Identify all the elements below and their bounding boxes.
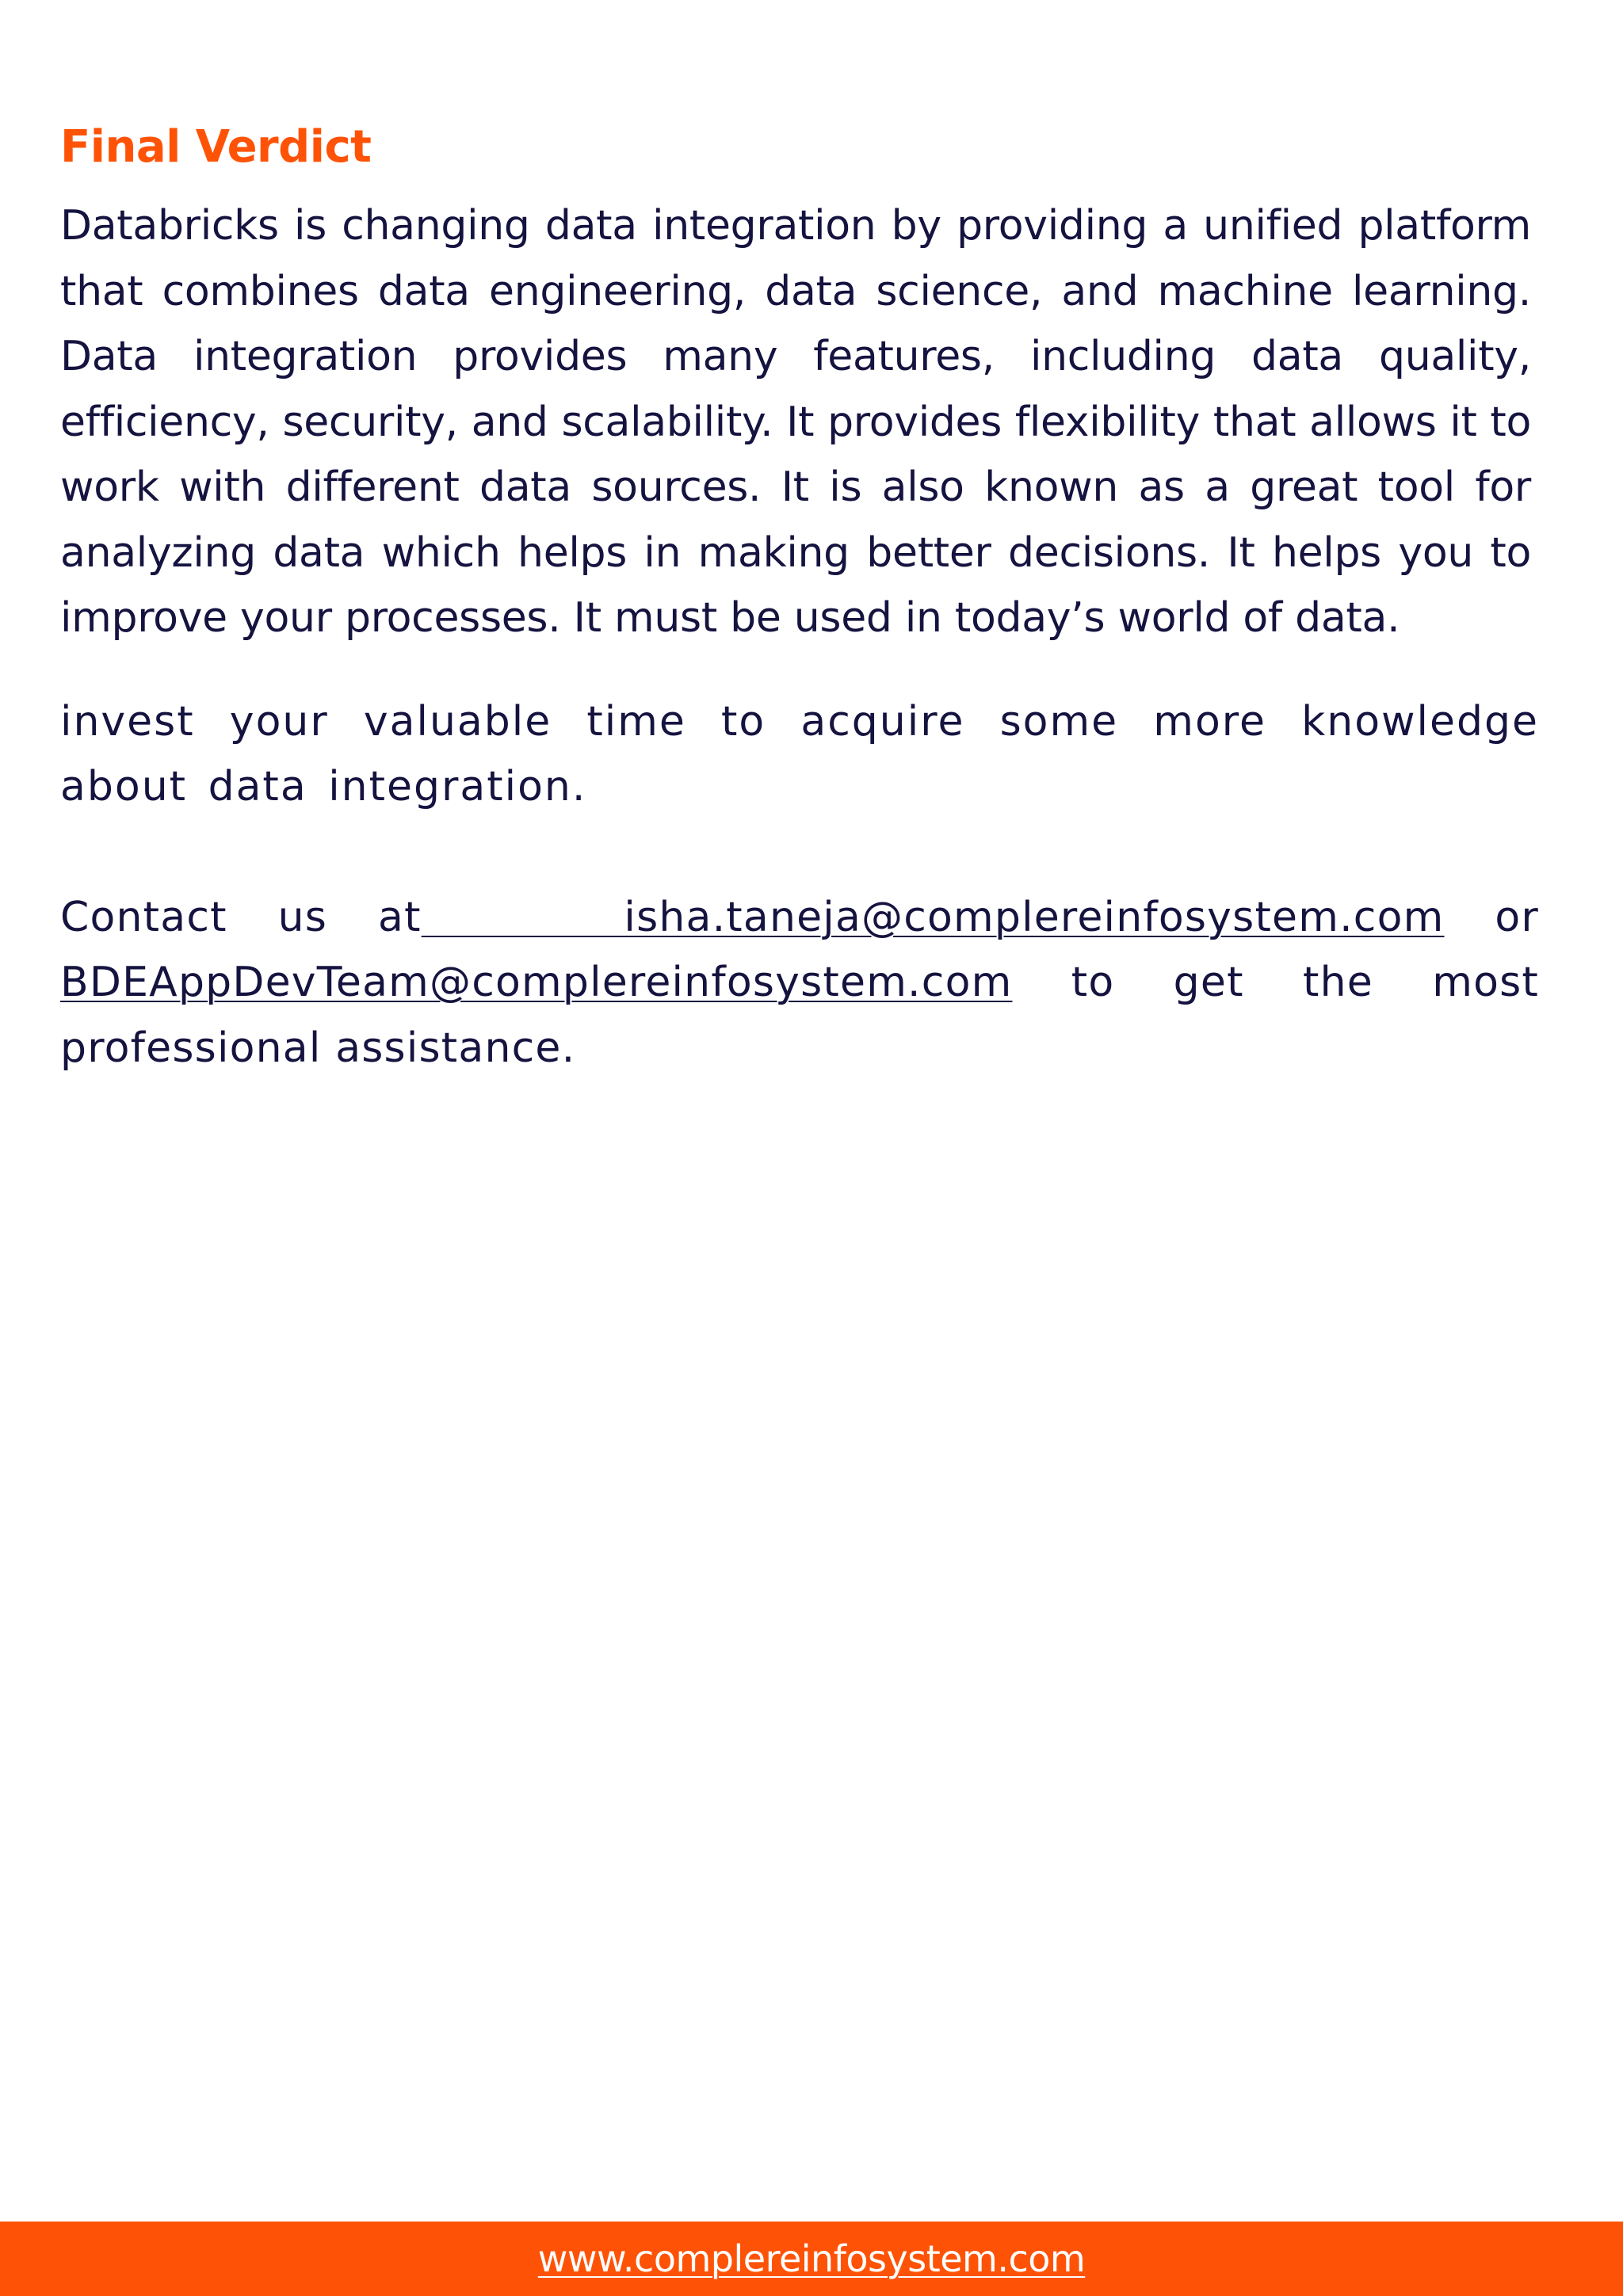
invest-paragraph: invest your valuable time to acquire some more knowledge about data integration. [60, 697, 1539, 810]
email-link-isha[interactable]: isha.taneja@complereinfosystem.com [421, 893, 1445, 941]
contact-prefix: Contact us at [60, 893, 422, 941]
verdict-paragraph: Databricks is changing data integration by providing a unified platform that combines data engineering, data science, and machine learning. Data integration provides many features, including data quality, efficiency, security, and scalability. It provides flexibility that allows it to work with different data sources. It is also known as a great tool for analyzing data which helps in making better decisions. It helps you to improve your processes. It must be used in today’s world of data. [60, 202, 1531, 642]
email-link-bde-team[interactable]: BDEAppDevTeam@complereinfosystem.com [60, 959, 1013, 1006]
contact-or: or [1444, 893, 1539, 941]
contact-suffix: to get the most professional assistance. [60, 959, 1539, 1072]
footer-bar [0, 2222, 1623, 2296]
contact-paragraph [60, 885, 1539, 1081]
section-heading: Final Verdict [60, 121, 372, 173]
main-content [60, 116, 1539, 1081]
website-link[interactable]: www.complereinfosystem.com [537, 2237, 1086, 2280]
